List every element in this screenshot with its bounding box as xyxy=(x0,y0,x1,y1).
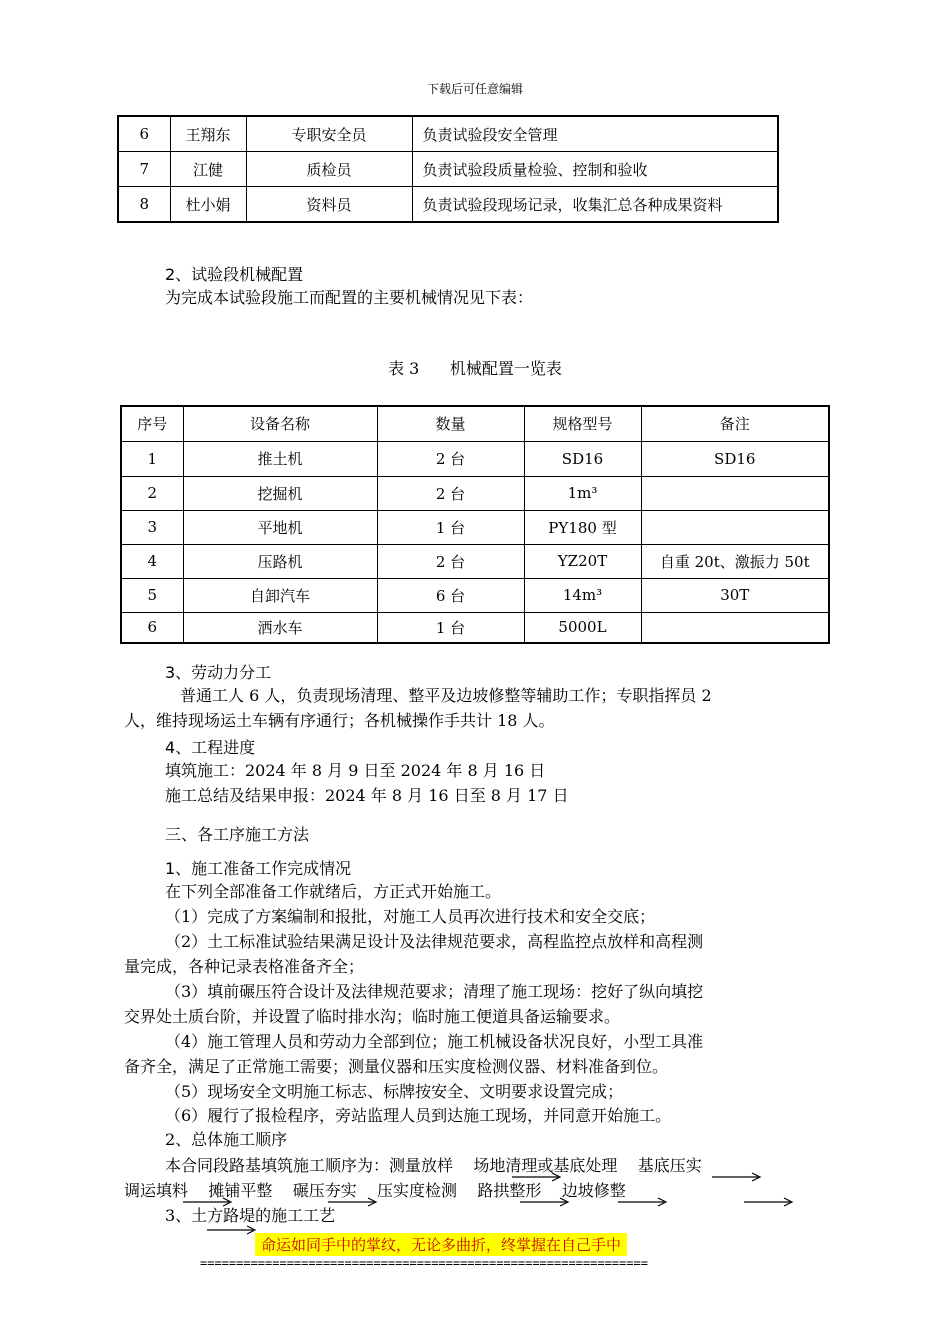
machine-cell: 2 台 xyxy=(377,544,524,578)
machine-row xyxy=(121,612,829,643)
sequence-line-1: 本合同段路基填筑施工顺序为：测量放样 场地清理或基底处理 基底压实 xyxy=(165,1156,702,1175)
machine-header-cell: 规格型号 xyxy=(524,406,641,441)
staff-cell-no: 8 xyxy=(118,187,170,223)
machine-cell: 5 xyxy=(121,578,183,612)
machine-row xyxy=(121,544,829,578)
machine-cell xyxy=(641,476,829,510)
machine-table xyxy=(120,405,830,644)
preparation-item: （5）现场安全文明施工标志、标牌按安全、文明要求设置完成； xyxy=(165,1082,624,1101)
machine-cell: 挖掘机 xyxy=(183,476,377,510)
preparation-item: （2）土工标准试验结果满足设计及法律规范要求，高程监控点放样和高程测 xyxy=(165,932,704,951)
staff-cell-duty: 负责试验段安全管理 xyxy=(412,116,778,152)
machine-cell: 洒水车 xyxy=(183,612,377,643)
flow-arrow-icon xyxy=(520,1196,570,1208)
staff-cell-name: 杜小娟 xyxy=(170,187,246,223)
flow-arrow-icon xyxy=(712,1171,762,1183)
machine-cell: 5000L xyxy=(524,612,641,643)
subsection-2-heading: 2、总体施工顺序 xyxy=(165,1130,288,1149)
staff-row xyxy=(118,152,778,187)
section-4-line-2: 施工总结及结果申报：2024 年 8 月 16 日至 8 月 17 日 xyxy=(165,786,569,805)
preparation-item: （6）履行了报检程序，旁站监理人员到达施工现场，并同意开始施工。 xyxy=(165,1106,672,1125)
section-3-line-1: 普通工人 6 人，负责现场清理、整平及边坡修整等辅助工作；专职指挥员 2 xyxy=(180,686,712,705)
subsection-3-heading: 3、土方路堤的施工工艺 xyxy=(165,1206,336,1225)
machine-cell: 6 台 xyxy=(377,578,524,612)
subsection-1-heading: 1、施工准备工作完成情况 xyxy=(165,859,352,878)
section-2-intro: 为完成本试验段施工而配置的主要机械情况见下表： xyxy=(165,288,534,307)
machine-header-cell: 数量 xyxy=(377,406,524,441)
subsection-1-intro: 在下列全部准备工作就绪后，方正式开始施工。 xyxy=(165,882,502,901)
staff-cell-role: 质检员 xyxy=(246,152,412,187)
machine-row xyxy=(121,441,829,476)
flow-arrow-icon xyxy=(328,1196,378,1208)
machine-cell: PY180 型 xyxy=(524,510,641,544)
section-2-heading: 2、试验段机械配置 xyxy=(165,265,304,284)
machine-cell: 1m³ xyxy=(524,476,641,510)
machine-cell: 1 台 xyxy=(377,612,524,643)
machine-row xyxy=(121,578,829,612)
machine-row xyxy=(121,510,829,544)
machine-cell: 2 台 xyxy=(377,441,524,476)
machine-cell: 4 xyxy=(121,544,183,578)
machine-cell: 14m³ xyxy=(524,578,641,612)
section-3-heading: 3、劳动力分工 xyxy=(165,663,272,682)
preparation-item: （1）完成了方案编制和报批，对施工人员再次进行技术和安全交底； xyxy=(165,907,656,926)
sequence-line-2: 调运填料 摊铺平整 碾压夯实 压实度检测 路拱整形 边坡修整 xyxy=(124,1181,626,1200)
preparation-item: （4）施工管理人员和劳动力全部到位；施工机械设备状况良好，小型工具准 xyxy=(165,1032,704,1051)
footer-rule: ============================================================== xyxy=(200,1256,648,1270)
machine-row xyxy=(121,476,829,510)
machine-header-cell: 序号 xyxy=(121,406,183,441)
machine-header-cell: 备注 xyxy=(641,406,829,441)
machine-cell: 自卸汽车 xyxy=(183,578,377,612)
table-3-caption: 表 3 机械配置一览表 xyxy=(388,359,562,378)
machine-header-cell: 设备名称 xyxy=(183,406,377,441)
staff-table xyxy=(117,115,779,223)
staff-cell-name: 江健 xyxy=(170,152,246,187)
staff-cell-no: 7 xyxy=(118,152,170,187)
machine-cell: SD16 xyxy=(524,441,641,476)
machine-cell: 2 台 xyxy=(377,476,524,510)
machine-cell: 2 xyxy=(121,476,183,510)
preparation-item: 交界处土质台阶，并设置了临时排水沟；临时施工便道具备运输要求。 xyxy=(124,1007,621,1026)
flow-arrow-icon xyxy=(512,1171,562,1183)
section-3-line-2: 人，维持现场运土车辆有序通行；各机械操作手共计 18 人。 xyxy=(124,711,555,730)
machine-cell: YZ20T xyxy=(524,544,641,578)
preparation-item: （3）填前碾压符合设计及法律规范要求；清理了施工现场：挖好了纵向填挖 xyxy=(165,982,704,1001)
section-4-heading: 4、工程进度 xyxy=(165,738,256,757)
flow-arrow-icon xyxy=(744,1196,794,1208)
machine-cell: 平地机 xyxy=(183,510,377,544)
staff-cell-duty: 负责试验段现场记录，收集汇总各种成果资料 xyxy=(412,187,778,223)
preparation-item: 备齐全，满足了正常施工需要；测量仪器和压实度检测仪器、材料准备到位。 xyxy=(124,1057,669,1076)
machine-cell: 6 xyxy=(121,612,183,643)
footer-motto: 命运如同手中的掌纹，无论多曲折，终掌握在自己手中 xyxy=(255,1233,627,1256)
machine-cell: 1 台 xyxy=(377,510,524,544)
staff-cell-role: 资料员 xyxy=(246,187,412,223)
preparation-item: 量完成，各种记录表格准备齐全； xyxy=(124,957,365,976)
machine-cell xyxy=(641,510,829,544)
machine-cell: 30T xyxy=(641,578,829,612)
machine-cell: 3 xyxy=(121,510,183,544)
page-header: 下载后可任意编辑 xyxy=(426,82,523,96)
machine-cell xyxy=(641,612,829,643)
machine-cell: 推土机 xyxy=(183,441,377,476)
staff-cell-name: 王翔东 xyxy=(170,116,246,152)
machine-cell: 1 xyxy=(121,441,183,476)
machine-cell: 压路机 xyxy=(183,544,377,578)
machine-cell: SD16 xyxy=(641,441,829,476)
flow-arrow-icon xyxy=(618,1196,668,1208)
staff-cell-duty: 负责试验段质量检验、控制和验收 xyxy=(412,152,778,187)
chapter-3-heading: 三、各工序施工方法 xyxy=(165,825,310,844)
section-4-line-1: 填筑施工：2024 年 8 月 9 日至 2024 年 8 月 16 日 xyxy=(165,761,546,780)
staff-cell-role: 专职安全员 xyxy=(246,116,412,152)
staff-cell-no: 6 xyxy=(118,116,170,152)
machine-cell: 自重 20t、激振力 50t xyxy=(641,544,829,578)
staff-row xyxy=(118,116,778,152)
staff-row xyxy=(118,187,778,223)
